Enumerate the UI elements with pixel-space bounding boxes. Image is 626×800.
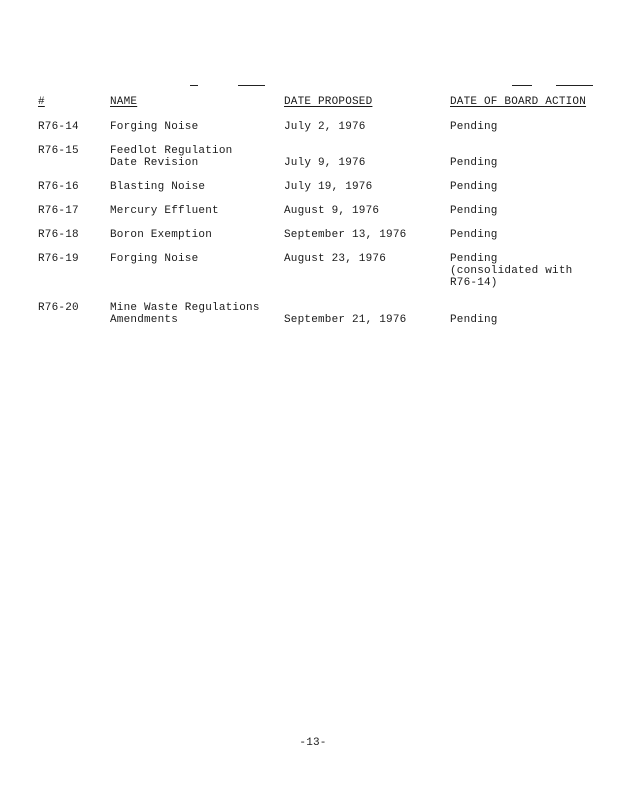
row-date: September 13, 1976	[284, 229, 407, 241]
header-number: #	[38, 96, 45, 108]
row-date: July 9, 1976	[284, 157, 366, 169]
row-action: Pending (consolidated with R76-14)	[450, 253, 573, 289]
row-name: Forging Noise	[110, 253, 199, 265]
row-name: Mercury Effluent	[110, 205, 219, 217]
row-name: Boron Exemption	[110, 229, 213, 241]
row-id: R76-18	[38, 229, 79, 241]
header-rule	[238, 85, 265, 86]
row-date: August 23, 1976	[284, 253, 387, 265]
row-action: Pending	[450, 181, 498, 193]
row-name: Mine Waste Regulations Amendments	[110, 302, 260, 326]
row-name: Feedlot Regulation Date Revision	[110, 145, 233, 169]
row-date: August 9, 1976	[284, 205, 380, 217]
header-board-action: DATE OF BOARD ACTION	[450, 96, 587, 108]
header-name: NAME	[110, 96, 138, 108]
row-name: Blasting Noise	[110, 181, 206, 193]
row-id: R76-19	[38, 253, 79, 265]
row-date: July 2, 1976	[284, 121, 366, 133]
row-id: R76-16	[38, 181, 79, 193]
header-rule	[556, 85, 593, 86]
row-action: Pending	[450, 314, 498, 326]
row-id: R76-14	[38, 121, 79, 133]
header-date-proposed: DATE PROPOSED	[284, 96, 373, 108]
row-id: R76-15	[38, 145, 79, 157]
row-id: R76-17	[38, 205, 79, 217]
row-id: R76-20	[38, 302, 79, 314]
row-action: Pending	[450, 205, 498, 217]
page-number: -13-	[299, 737, 327, 749]
row-date: September 21, 1976	[284, 314, 407, 326]
row-name: Forging Noise	[110, 121, 199, 133]
row-action: Pending	[450, 121, 498, 133]
header-rule	[512, 85, 532, 86]
header-rule	[190, 85, 198, 86]
row-action: Pending	[450, 157, 498, 169]
row-date: July 19, 1976	[284, 181, 373, 193]
row-action: Pending	[450, 229, 498, 241]
